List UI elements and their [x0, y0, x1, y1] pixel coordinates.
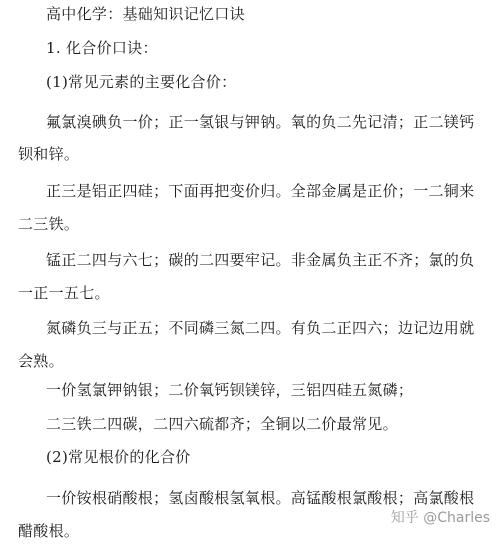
- paragraph-manganese-carbon: 锰正二四与六七；碳的二四要牢记。非金属负主正不齐；氯的负一正一五七。: [18, 251, 475, 302]
- line-iron-carbon-list: 二三铁二四碳，二四六硫都齐；全铜以二价最常见。: [46, 415, 398, 433]
- paragraph-halogens: 氟氯溴碘负一价；正一氢银与钾钠。氧的负二先记清；正二镁钙钡和锌。: [18, 113, 475, 163]
- paragraph-nitrogen-phosphorus: 氮磷负三与正五；不同磷三氮二四。有负二正四六；边记边用就会熟。: [18, 319, 475, 370]
- paragraph-aluminum-silicon: 正三是铝正四硅；下面再把变价归。全部金属是正价；一二铜来二三铁。: [18, 182, 475, 233]
- watermark-text: 知乎 @Charles: [390, 510, 490, 526]
- subsection-heading-common-elements: (1)常见元素的主要化合价：: [46, 73, 237, 91]
- section-heading-valence-mnemonic: 1. 化合价口诀：: [46, 39, 158, 57]
- document-title: 高中化学：基础知识记忆口诀: [46, 5, 245, 23]
- line-monovalent-list: 一价氢氯钾钠银；二价氧钙钡镁锌，三铝四硅五氮磷；: [46, 381, 414, 399]
- paragraph-radicals: 一价铵根硝酸根；氢卤酸根氢氧根。高锰酸根氯酸根；高氯酸根醋酸根。: [18, 489, 475, 540]
- subsection-heading-common-radicals: (2)常见根价的化合价: [46, 448, 191, 466]
